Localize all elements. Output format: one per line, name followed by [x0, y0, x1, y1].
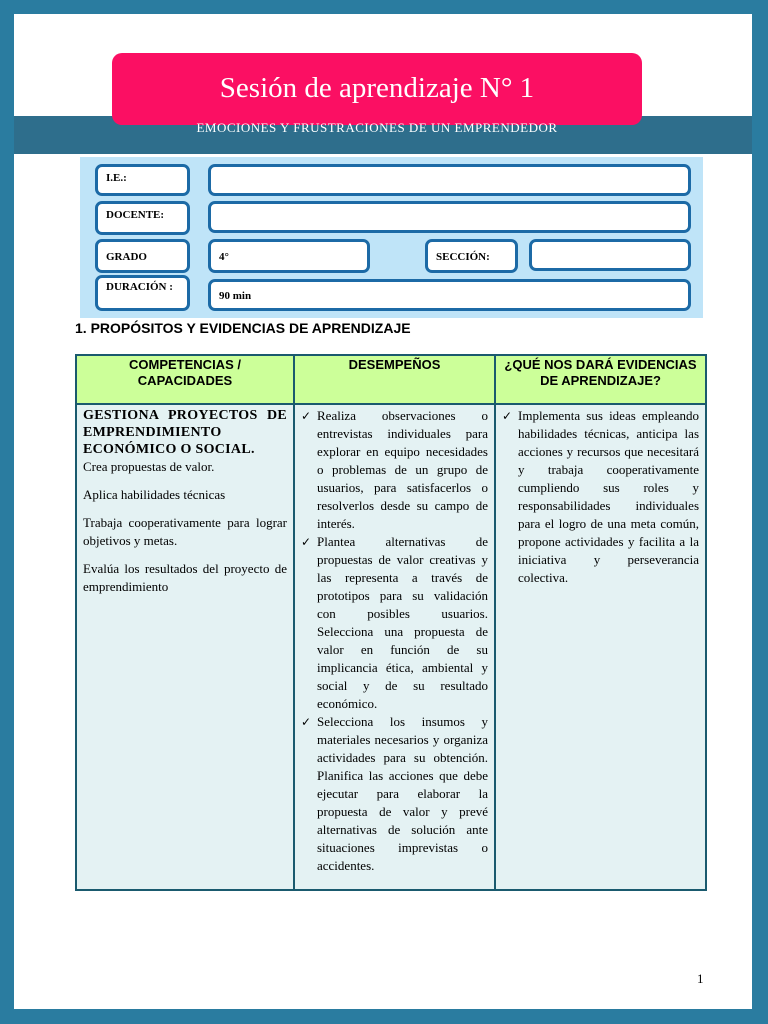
- capacidad-item: Trabaja cooperativamente para lograr objetivos y metas.: [83, 515, 287, 548]
- table-header-row: [76, 355, 706, 404]
- grado-label: GRADO: [95, 239, 190, 273]
- docente-label: DOCENTE:: [95, 201, 190, 235]
- desempeno-text: Selecciona los insumos y materiales necesarios y organiza actividades para su obtención. Planifica las acciones que debe ejecutar para elaborar la propuesta de valor y prevé alternativas de solución ante situaciones imprevistas o accidentes.: [317, 714, 488, 873]
- ie-label: I.E.:: [95, 164, 190, 196]
- seccion-field[interactable]: [529, 239, 691, 271]
- evidencias-cell: [495, 404, 706, 890]
- grado-field[interactable]: 4°: [208, 239, 370, 273]
- capacidad-item: Aplica habilidades técnicas: [83, 487, 226, 502]
- capacidad-item: Crea propuestas de valor.: [83, 459, 215, 474]
- duracion-label: DURACIÓN :: [95, 275, 190, 311]
- capacidad-item: Evalúa los resultados del proyecto de emprendimiento: [83, 561, 287, 594]
- competencia-title: GESTIONA PROYECTOS DE EMPRENDIMIENTO ECONÓMICO O SOCIAL.: [83, 408, 287, 457]
- page-number: 1: [697, 971, 704, 986]
- checkmark-icon: ✓: [301, 715, 312, 729]
- checkmark-icon: ✓: [502, 409, 513, 423]
- col-header-desempenos: DESEMPEÑOS: [294, 355, 495, 404]
- proposito-table: [75, 354, 707, 891]
- evidencia-item: [502, 407, 699, 587]
- desempeno-item: [301, 713, 488, 875]
- table-row: [76, 404, 706, 890]
- session-title: Sesión de aprendizaje N° 1: [219, 72, 535, 104]
- ie-field[interactable]: [208, 164, 691, 196]
- checkmark-icon: ✓: [301, 535, 312, 549]
- session-subtitle: EMOCIONES Y FRUSTRACIONES DE UN EMPRENDEDOR: [196, 120, 558, 135]
- seccion-label: SECCIÓN:: [425, 239, 518, 273]
- desempeno-text: Realiza observaciones o entrevistas individuales para explorar en equipo necesidades o problemas de un grupo de usuarios, para satisfacerlos o resolverlos desde su campo de interés.: [317, 408, 488, 531]
- document-page: [14, 14, 752, 1009]
- docente-field[interactable]: [208, 201, 691, 233]
- desempenos-cell: [294, 404, 495, 890]
- duracion-field[interactable]: 90 min: [208, 279, 691, 311]
- section-heading: 1. PROPÓSITOS Y EVIDENCIAS DE APRENDIZAJE: [75, 320, 411, 336]
- desempeno-item: [301, 533, 488, 713]
- evidencia-text: Implementa sus ideas empleando habilidades técnicas, anticipa las acciones y recursos que necesitará y trabaja cooperativamente cumpliendo sus roles y responsabilidades individuales para el logro de una meta común, propone actividades y facilita a la iniciativa y perseverancia colectiva.: [518, 408, 699, 585]
- col-header-evidencias: ¿QUÉ NOS DARÁ EVIDENCIAS DE APRENDIZAJE?: [495, 355, 706, 404]
- checkmark-icon: ✓: [301, 409, 312, 423]
- desempeno-item: [301, 407, 488, 533]
- desempeno-text: Plantea alternativas de propuestas de valor creativas y las representa a través de prototipos para su validación con posibles usuarios. Selecciona una propuesta de valor en función de su implicancia ética, ambiental y social y de su resultado económico.: [317, 534, 488, 711]
- competencias-cell: [76, 404, 294, 890]
- col-header-competencias: COMPETENCIAS / CAPACIDADES: [76, 355, 294, 404]
